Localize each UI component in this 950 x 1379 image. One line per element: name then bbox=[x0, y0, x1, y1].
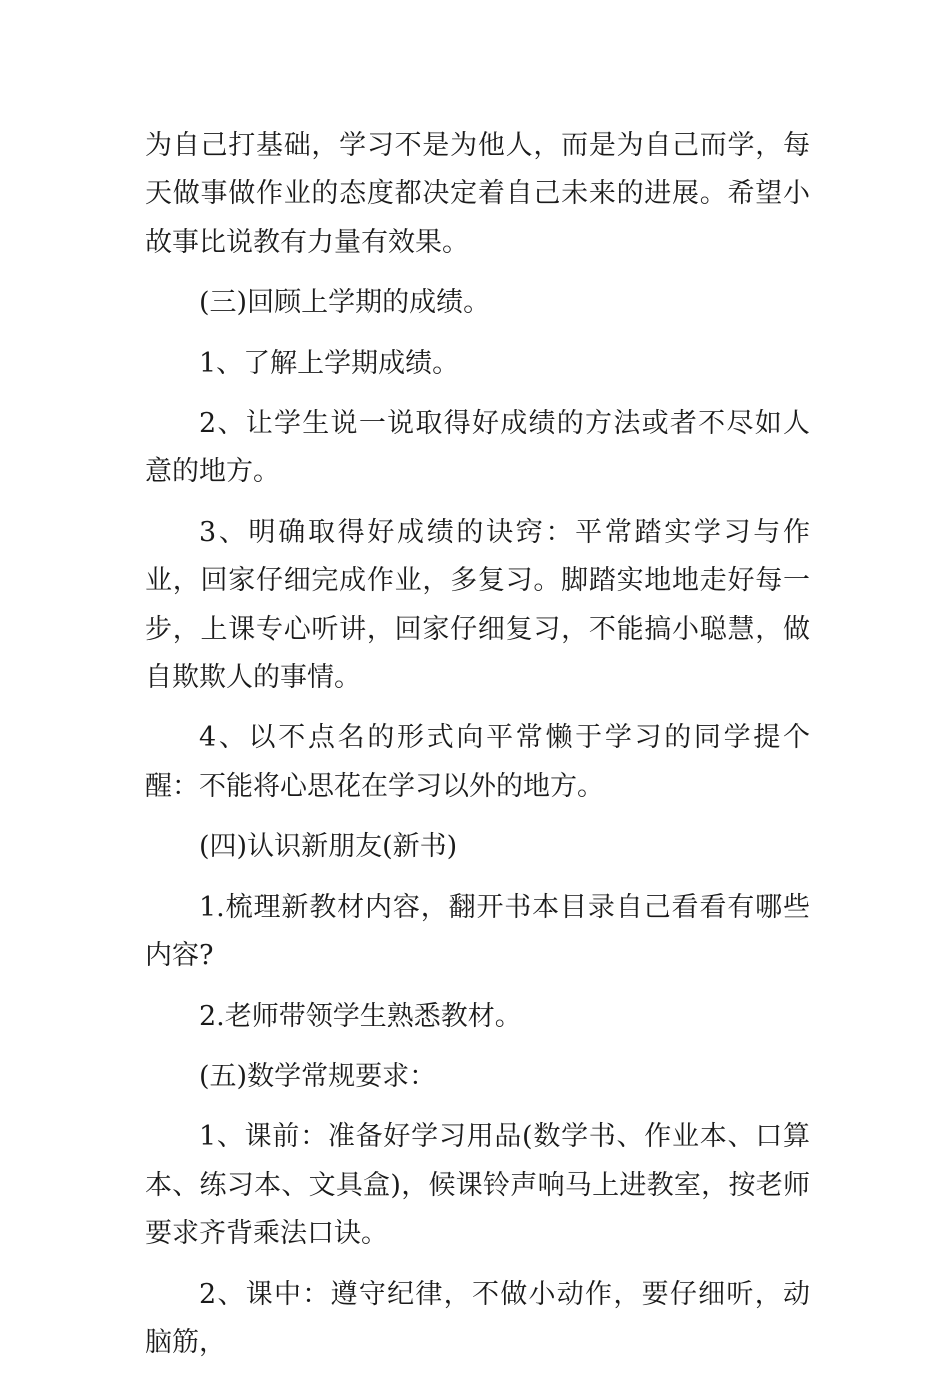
list-item-math-rules-1: 1、课前：准备好学习用品(数学书、作业本、口算本、练习本、文具盒)，候课铃声响马上进教室，按老师要求齐背乘法口诀。 bbox=[145, 1121, 810, 1250]
document-body bbox=[145, 122, 810, 1379]
list-item-review-1: 1、了解上学期成绩。 bbox=[199, 347, 460, 379]
section-heading-new-book: (四)认识新朋友(新书) bbox=[199, 831, 458, 863]
section-heading-review: (三)回顾上学期的成绩。 bbox=[199, 287, 491, 319]
list-item-review-3: 3、明确取得好成绩的诀窍：平常踏实学习与作业，回家仔细完成作业，多复习。脚踏实地地走好每一步，上课专心听讲，回家仔细复习，不能搞小聪慧，做自欺欺人的事情。 bbox=[145, 516, 810, 694]
list-item-math-rules-2: 2、课中：遵守纪律，不做小动作，要仔细听，动脑筋， bbox=[145, 1278, 810, 1358]
list-item-new-book-2: 2.老师带领学生熟悉教材。 bbox=[199, 1000, 522, 1032]
list-item-new-book-1: 1.梳理新教材内容，翻开书本目录自己看看有哪些内容? bbox=[145, 891, 810, 972]
section-heading-math-rules: (五)数学常规要求： bbox=[199, 1060, 437, 1092]
paragraph-continuation: 为自己打基础，学习不是为他人，而是为自己而学，每天做事做作业的态度都决定着自己未来的进展。希望小故事比说教有力量有效果。 bbox=[145, 130, 810, 258]
list-item-review-2: 2、让学生说一说取得好成绩的方法或者不尽如人意的地方。 bbox=[145, 408, 810, 488]
list-item-review-4: 4、以不点名的形式向平常懒于学习的同学提个醒：不能将心思花在学习以外的地方。 bbox=[145, 722, 810, 802]
